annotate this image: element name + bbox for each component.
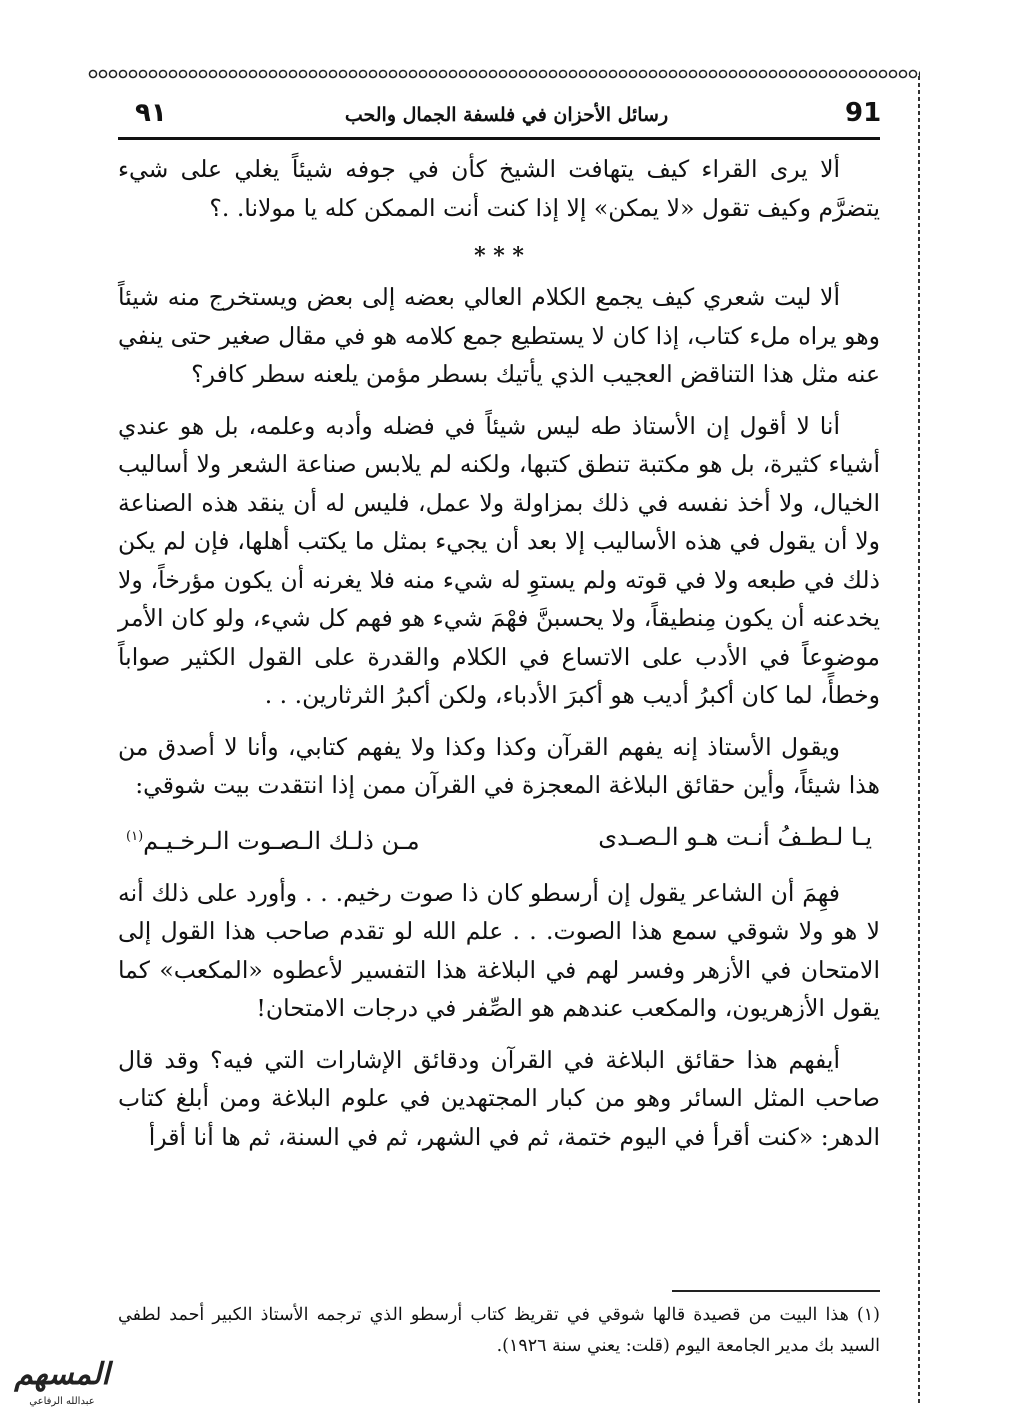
watermark-logo [2, 1355, 122, 1421]
paragraph-1: ألا يرى القراء كيف يتهافت الشيخ كأن في جوفه شيئاً يغلي على شيء يتضرَّم وكيف تقول «لا يمكن» إلا إذا كنت أنت الممكن كله يا مولانا. .؟ [118, 155, 880, 222]
decorative-border-top [88, 68, 920, 80]
paragraph-6: أيفهم هذا حقائق البلاغة في القرآن ودقائق الإشارات التي فيه؟ وقد قال صاحب المثل السائر وهو من كبار المجتهدين في علوم البلاغة ومن أبلغ كتاب الدهر: «كنت أقرأ في اليوم ختمة، ثم في الشهر، ثم في السنة، ثم ها أنا أقرأ [118, 1045, 880, 1151]
decorative-border-right [918, 76, 920, 1406]
paragraph-4: ويقول الأستاذ إنه يفهم القرآن وكذا وكذا ولا يفهم كتابي، وأنا لا أصدق من هذا شيئاً، وأين حقائق البلاغة المعجزة في القرآن ممن إذا انتقدت بيت شوقي: [118, 732, 880, 799]
section-separator: * * * [474, 243, 524, 269]
paragraph-2: ألا ليت شعري كيف يجمع الكلام العالي بعضه إلى بعض ويستخرج منه شيئاً وهو يراه ملء كتاب، إذا كان لا يستطيع جمع كلامه هو في مقال صغير حتى ينفي عنه مثل هذا التناقض العجيب الذي يأتيك بسطر مؤمن يلعنه سطر كافر؟ [118, 283, 880, 388]
footnote: (١) هذا البيت من قصيدة قالها شوقي في تقريظ كتاب أرسطو الذي ترجمه الأستاذ الكبير أحمد لطفي السيد بك مدير الجامعة اليوم (قلت: يعني سنة ١٩٢٦). [118, 1305, 880, 1356]
verse-first-hemistich: يـا لـطـفُ أنـت هـو الـصـدى [598, 822, 872, 851]
header-rule [118, 137, 880, 140]
watermark-logo-text: المسهم [14, 1357, 110, 1392]
paragraph-5: فهِمَ أن الشاعر يقول إن أرسطو كان ذا صوت رخيم. . . وأورد على ذلك أنه لا هو ولا شوقي سمع هذا الصوت. . . علم الله لو تقدم صاحب هذا القول إلى الامتحان في الأزهر وفسر لهم في البلاغة هذا التفسير لأعطوه «المكعب» كما يقول الأزهريون، والمكعب عندهم هو الصِّفر في درجات الامتحان! [118, 878, 880, 1022]
footnote-marker: (١) [126, 828, 144, 844]
page-number-latin: 91 [845, 98, 882, 128]
verse-second-hemistich: مـن ذلـك الـصـوت الـرخـيـم$^{(١)}$ [126, 826, 420, 855]
paragraph-3: أنا لا أقول إن الأستاذ طه ليس شيئاً في فضله وأدبه وعلمه، بل هو عندي أشياء كثيرة، بل هو مكتبة تنطق كتبها، ولكنه لم يلابس صناعة الشعر ولا أساليب الخيال، ولا أخذ نفسه في ذلك بمزاولة ولا عمل، فليس له أن ينقد هذه الصناعة ولا أن يقول في هذه الأساليب إلا بعد أن يجيء بمثل ما يكتب أهلها، فإن لم يكن ذلك في طبعه ولا في قوته ولم يستوِ له شيء منه فلا يغرنه أن يكون مؤرخاً، ولا يخدعنه أن يكون مِنطيقاً، ولا يحسبنَّ فهْمَ شيء هو فهم كل شيء، ولو كان الأمر موضوعاً في الأدب على الاتساع في الكلام والقدرة على القول الكثير صواباً وخطأً، لما كان أكبرُ أديب هو أكبرَ الأدباء، ولكن أكبرُ الثرثارين. . . [118, 411, 880, 709]
page-number-arabic: ٩١ [135, 98, 167, 128]
running-title: رسائل الأحزان في فلسفة الجمال والحب [344, 104, 669, 126]
footnote-rule [672, 1290, 880, 1292]
watermark-signature: عبدالله الرفاعي [29, 1396, 95, 1407]
poetry-verse [118, 818, 880, 860]
main-text [118, 150, 880, 1169]
